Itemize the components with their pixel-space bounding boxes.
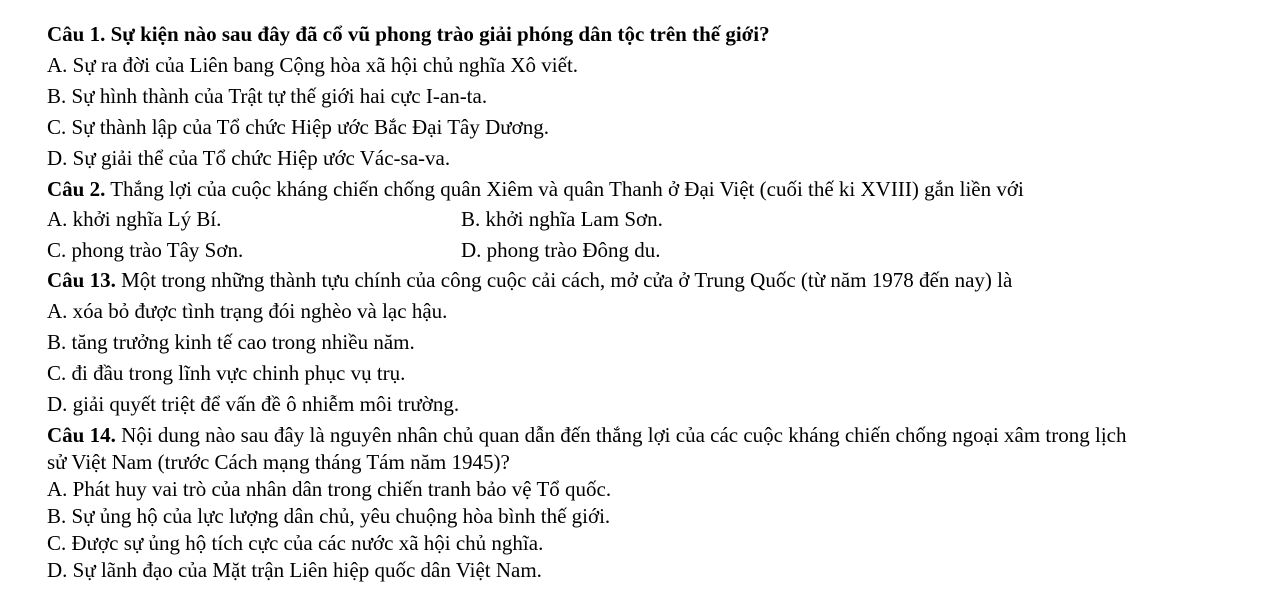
question-1-option-b: B. Sự hình thành của Trật tự thế giới hai cực I-an-ta. xyxy=(47,84,488,108)
question-13-label: Câu 13. xyxy=(47,268,116,292)
question-14-option-d: D. Sự lãnh đạo của Mặt trận Liên hiệp quốc dân Việt Nam. xyxy=(47,558,542,582)
question-1-option-c: C. Sự thành lập của Tổ chức Hiệp ước Bắc Đại Tây Dương. xyxy=(47,115,550,139)
question-13-option-b: B. tăng trưởng kinh tế cao trong nhiều năm. xyxy=(47,330,415,354)
question-2-label: Câu 2. xyxy=(47,177,106,201)
question-14-option-a: A. Phát huy vai trò của nhân dân trong chiến tranh bảo vệ Tổ quốc. xyxy=(47,477,612,501)
question-13-option-d: D. giải quyết triệt để vấn đề ô nhiễm môi trường. xyxy=(47,392,460,416)
question-14-option-b: B. Sự ủng hộ của lực lượng dân chủ, yêu chuộng hòa bình thế giới. xyxy=(47,504,611,528)
question-1-option-a: A. Sự ra đời của Liên bang Cộng hòa xã hội chủ nghĩa Xô viết. xyxy=(47,53,579,77)
question-1-title: Câu 1. Sự kiện nào sau đây đã cổ vũ phong trào giải phóng dân tộc trên thế giới? xyxy=(47,22,770,46)
question-14-option-c: C. Được sự ủng hộ tích cực của các nước xã hội chủ nghĩa. xyxy=(47,531,544,555)
question-2-title xyxy=(47,177,1024,201)
question-2-option-d: D. phong trào Đông du. xyxy=(461,238,661,262)
question-14-stem: Nội dung nào sau đây là nguyên nhân chủ quan dẫn đến thắng lợi của các cuộc kháng chiến chống ngoại xâm trong lịch xyxy=(115,423,1127,447)
question-1-option-d: D. Sự giải thể của Tổ chức Hiệp ước Vác-sa-va. xyxy=(47,146,451,170)
question-14-title xyxy=(47,423,1127,447)
question-2-option-b: B. khởi nghĩa Lam Sơn. xyxy=(461,207,663,231)
question-14-stem-continued: sử Việt Nam (trước Cách mạng tháng Tám năm 1945)? xyxy=(47,450,510,474)
question-2-option-a: A. khởi nghĩa Lý Bí. xyxy=(47,207,222,231)
question-13-option-c: C. đi đầu trong lĩnh vực chinh phục vụ trụ. xyxy=(47,361,406,385)
question-2-stem: Thắng lợi của cuộc kháng chiến chống quân Xiêm và quân Thanh ở Đại Việt (cuối thế ki XVIII) gắn liền với xyxy=(105,177,1024,201)
question-13-stem: Một trong những thành tựu chính của công cuộc cải cách, mở cửa ở Trung Quốc (từ năm 1978 đến nay) là xyxy=(115,268,1013,292)
question-13-option-a: A. xóa bỏ được tình trạng đói nghèo và lạc hậu. xyxy=(47,299,448,323)
question-13-title xyxy=(47,268,1012,292)
question-2-option-c: C. phong trào Tây Sơn. xyxy=(47,238,244,262)
question-14-label: Câu 14. xyxy=(47,423,116,447)
